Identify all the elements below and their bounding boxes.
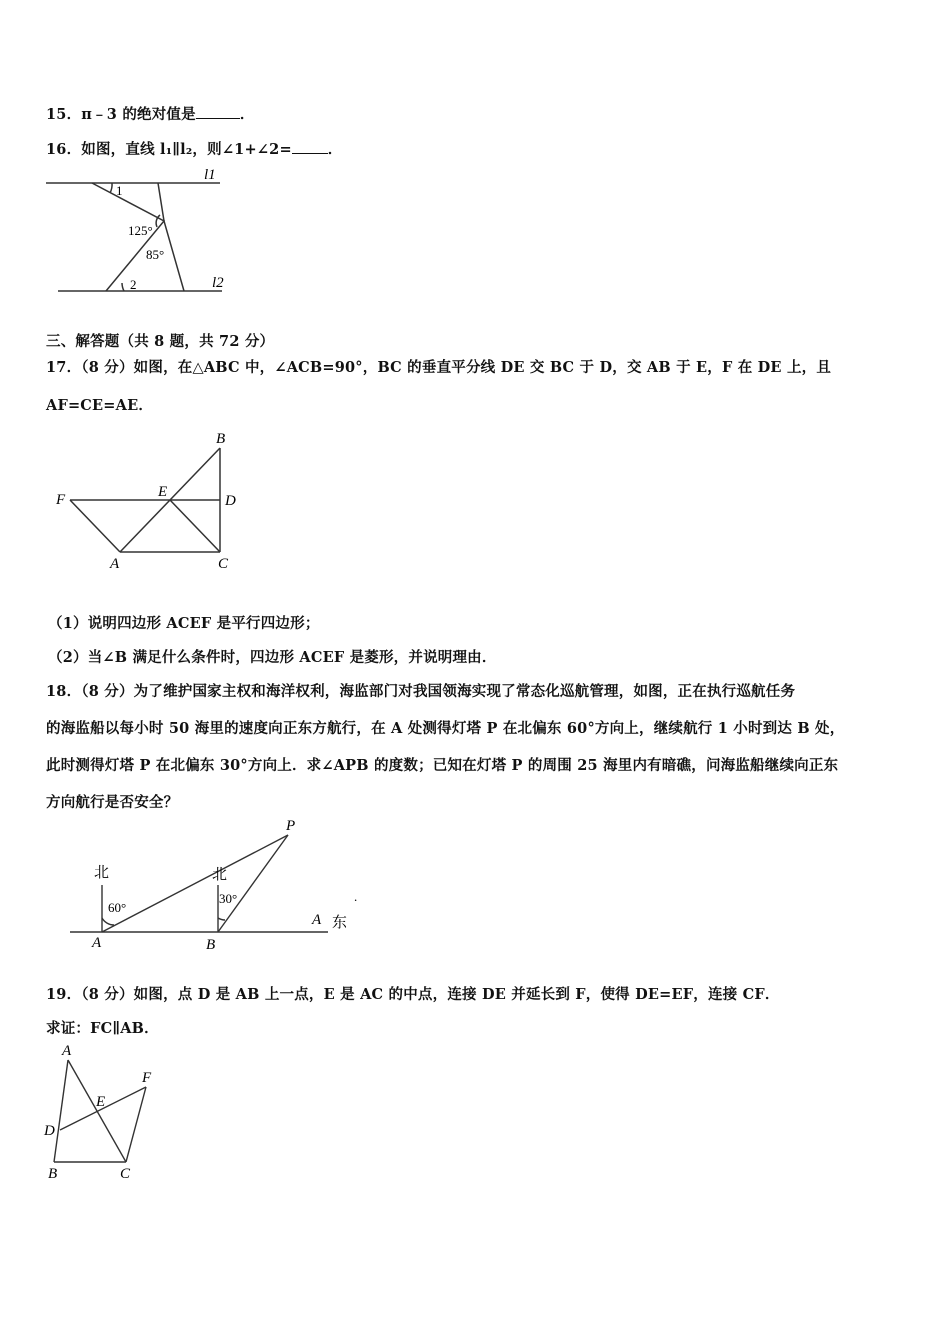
segment-AP — [102, 835, 288, 932]
label-B: B — [48, 1166, 58, 1182]
section-title: 三、解答题（共 8 题，共 72 分） — [46, 333, 275, 350]
question-18-line4: 方向航行是否安全？ — [46, 794, 179, 811]
transversal-right — [158, 183, 184, 291]
q15-text: 15．π﹣3 的绝对值是 — [46, 106, 196, 123]
q16-text: 16．如图，直线 l₁∥l₂，则∠1+∠2= — [46, 141, 292, 158]
q18-figure — [66, 815, 366, 955]
trailing-dot: . — [354, 889, 358, 904]
answer-blank — [292, 140, 328, 154]
question-18-line3: 此时测得灯塔 P 在北偏东 30°方向上．求∠APB 的度数；已知在灯塔 P 的周围 25 海里内有暗礁，问海监船继续向正东 — [46, 757, 839, 774]
answer-blank — [196, 105, 240, 119]
question-17-part1: （1）说明四边形 ACEF 是平行四边形； — [48, 615, 320, 632]
label-north-B: 北 — [212, 867, 228, 883]
label-east: 东 — [332, 915, 348, 931]
angle-1-arc — [110, 183, 112, 193]
angle-30-arc — [218, 918, 225, 920]
label-l2: l2 — [212, 275, 224, 291]
question-17-line2: AF=CE=AE． — [46, 397, 154, 414]
label-E: E — [158, 484, 168, 500]
q17-figure — [44, 428, 258, 580]
label-l1: l1 — [204, 167, 216, 183]
q16-figure — [44, 165, 232, 299]
segment-AB — [54, 1060, 68, 1162]
question-19-line2: 求证：FC∥AB． — [46, 1020, 159, 1037]
q19-figure — [42, 1042, 162, 1184]
label-F: F — [56, 492, 66, 508]
label-angle-1: 1 — [116, 183, 123, 198]
label-A: A — [110, 556, 120, 572]
label-D: D — [225, 493, 236, 509]
label-A-east: A — [312, 912, 322, 928]
question-16: 16．如图，直线 l₁∥l₂，则∠1+∠2= ． — [46, 141, 343, 158]
angle-60-arc — [102, 918, 114, 925]
question-19-line1: 19．（8 分）如图，点 D 是 AB 上一点，E 是 AC 的中点，连接 DE 并延长到 F，使得 DE=EF，连接 CF． — [46, 986, 780, 1003]
label-125: 125° — [128, 223, 153, 238]
segment-BP — [218, 835, 288, 932]
label-85: 85° — [146, 247, 165, 262]
label-P: P — [286, 818, 296, 834]
label-B: B — [216, 431, 226, 447]
label-C: C — [218, 556, 229, 572]
label-30: 30° — [219, 891, 238, 906]
label-60: 60° — [108, 900, 127, 915]
question-15: 15．π﹣3 的绝对值是 ． — [46, 106, 255, 123]
label-A: A — [62, 1043, 72, 1059]
label-C: C — [120, 1166, 131, 1182]
label-E: E — [96, 1094, 106, 1110]
segment-EC — [170, 500, 220, 552]
label-F: F — [142, 1070, 152, 1086]
label-angle-2: 2 — [130, 277, 137, 292]
label-B: B — [206, 937, 216, 953]
segment-FC — [126, 1087, 146, 1162]
question-18-line2: 的海监船以每小时 50 海里的速度向正东方航行，在 A 处测得灯塔 P 在北偏东 60°方向上，继续航行 1 小时到达 B 处， — [46, 720, 845, 737]
segment-FA — [70, 500, 120, 552]
angle-2-arc — [122, 283, 124, 291]
question-17-part2: （2）当∠B 满足什么条件时，四边形 ACEF 是菱形，并说明理由． — [48, 649, 497, 666]
label-north-A: 北 — [94, 865, 110, 881]
question-17-line1: 17．（8 分）如图，在△ABC 中，∠ACB=90°，BC 的垂直平分线 DE 交 BC 于 D，交 AB 于 E，F 在 DE 上，且 — [46, 359, 832, 376]
question-18-line1: 18．（8 分）为了维护国家主权和海洋权利，海监部门对我国领海实现了常态化巡航管理，如图，正在执行巡航任务 — [46, 683, 796, 700]
label-A: A — [92, 935, 102, 951]
label-D: D — [44, 1123, 55, 1139]
